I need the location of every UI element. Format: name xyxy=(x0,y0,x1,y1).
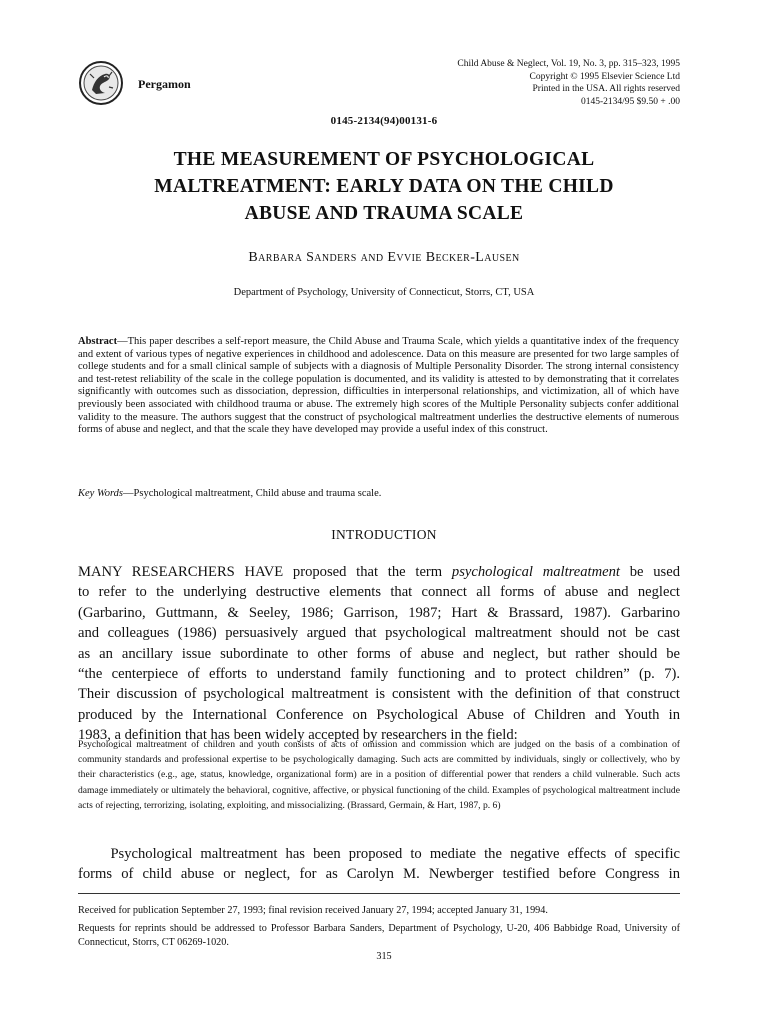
author-list: Barbara Sanders and Evvie Becker-Lausen xyxy=(248,250,520,265)
intro-paragraph xyxy=(78,562,680,746)
abstract-text: —This paper describes a self-report measure, the Child Abuse and Trauma Scale, which yields a quantitative index of the frequency and extent of various types of negative experiences in childhood and adolescence. Data on this measure are presented for two large samples of college students and for a small clinical sample of subjects with a diagnosis of Multiple Personality Disorder. The strong internal consistency and test-retest reliability of the scale in the college population is documented, and its validity is attested to by demonstrating that it correlates significantly with outcomes such as dissociation, depression, difficulties in interpersonal relationships, and victimization, all of which have previously been associated with childhood trauma or abuse. The extremely high scores of the Multiple Personality subjects confer additional validity to the measure. The authors suggest that the construct of psychological maltreatment underlies the destructive elements of numerous forms of abuse and neglect, and that the scale they have developed may provide a useful index of this construct. xyxy=(78,336,679,436)
article-title xyxy=(80,146,688,227)
page-number: 315 xyxy=(376,951,392,962)
paragraph-line: as an ancillary issue subordinate to other forms of abuse and neglect, but rather should be xyxy=(78,645,680,662)
title-line: THE MEASUREMENT OF PSYCHOLOGICAL xyxy=(173,149,595,170)
footnote-received: Received for publication September 27, 1993; final revision received January 27, 1994; accepted January 31, 1994. xyxy=(78,905,548,916)
abstract xyxy=(78,336,679,437)
body-paragraph xyxy=(78,844,680,885)
journal-citation xyxy=(457,58,680,108)
footnote-divider xyxy=(78,893,680,894)
key-words xyxy=(78,488,679,499)
publisher-name: Pergamon xyxy=(138,77,191,91)
section-heading: INTRODUCTION xyxy=(331,527,437,542)
journal-meta-line: Copyright © 1995 Elsevier Science Ltd xyxy=(529,71,680,82)
paragraph-line xyxy=(78,562,680,582)
article-doi: 0145-2134(94)00131-6 xyxy=(330,115,438,127)
footnote-reprints: Requests for reprints should be addressed to Professor Barbara Sanders, Department of Psychology, U-20, 406 Babbidge Road, University of Connecticut, Storrs, CT 06269-1020. xyxy=(78,923,680,948)
paragraph-line: Psychological maltreatment has been proposed to mediate the negative effects of specific xyxy=(78,846,680,862)
paragraph-line: and colleagues (1986) persuasively argued that psychological maltreatment should not be cast xyxy=(78,625,680,642)
paragraph-line: 1983, a definition that has been widely accepted by researchers in the field: xyxy=(78,727,518,744)
title-line: ABUSE AND TRAUMA SCALE xyxy=(244,203,524,224)
paragraph-line: forms of child abuse or neglect, for as Carolyn M. Newberger testified before Congress in xyxy=(78,866,680,883)
keywords-text: —Psychological maltreatment, Child abuse and trauma scale. xyxy=(123,488,382,499)
keywords-label: Key Words xyxy=(78,488,124,499)
paragraph-line: to refer to the underlying destructive elements that connect all forms of abuse and neglect xyxy=(78,584,680,601)
author-affiliation: Department of Psychology, University of Connecticut, Storrs, CT, USA xyxy=(233,287,535,298)
abstract-label: Abstract xyxy=(78,336,118,347)
paragraph-line: “the centerpiece of efforts to understand family functioning and to protect children” (p. 7). xyxy=(78,666,680,683)
journal-meta-line: Child Abuse & Neglect, Vol. 19, No. 3, pp. 315–323, 1995 xyxy=(457,59,680,69)
paragraph-line: (Garbarino, Guttmann, & Seeley, 1986; Garrison, 1987; Hart & Brassard, 1987). Garbarino xyxy=(78,604,680,621)
title-line: MALTREATMENT: EARLY DATA ON THE CHILD xyxy=(154,176,614,197)
publisher-logo xyxy=(78,60,124,106)
paragraph-line: Their discussion of psychological maltreatment is consistent with the definition of that construct xyxy=(78,686,680,703)
journal-meta-line: 0145-2134/95 $9.50 + .00 xyxy=(580,96,680,107)
paragraph-line: produced by the International Conference on Psychological Abuse of Children and Youth in xyxy=(78,706,680,723)
p1-first-after: be used xyxy=(619,564,681,580)
tree-emblem-icon xyxy=(78,60,124,106)
definition-quote: Psychological maltreatment of children and youth consists of acts of omission and commission which are judged on the basis of a combination of community standards and professional expertise to be psychologically damaging. Such acts are committed by individuals, singly or collectively, who by their characteristics (e.g., age, status, knowledge, organizational form) are in a position of differential power that renders a child vulnerable. Such acts damage immediately or ultimately the behavioral, cognitive, affective, or physical functioning of the child. Examples of psychological maltreatment include acts of rejecting, terrorizing, isolating, exploiting, and missocializing. (Brassard, Germain, & Hart, 1987, p. 6) xyxy=(78,739,680,811)
p1-first-before: MANY RESEARCHERS HAVE proposed that the term xyxy=(78,564,452,580)
journal-meta-line: Printed in the USA. All rights reserved xyxy=(532,84,680,94)
emphasized-term: psychological maltreatment xyxy=(451,564,620,580)
